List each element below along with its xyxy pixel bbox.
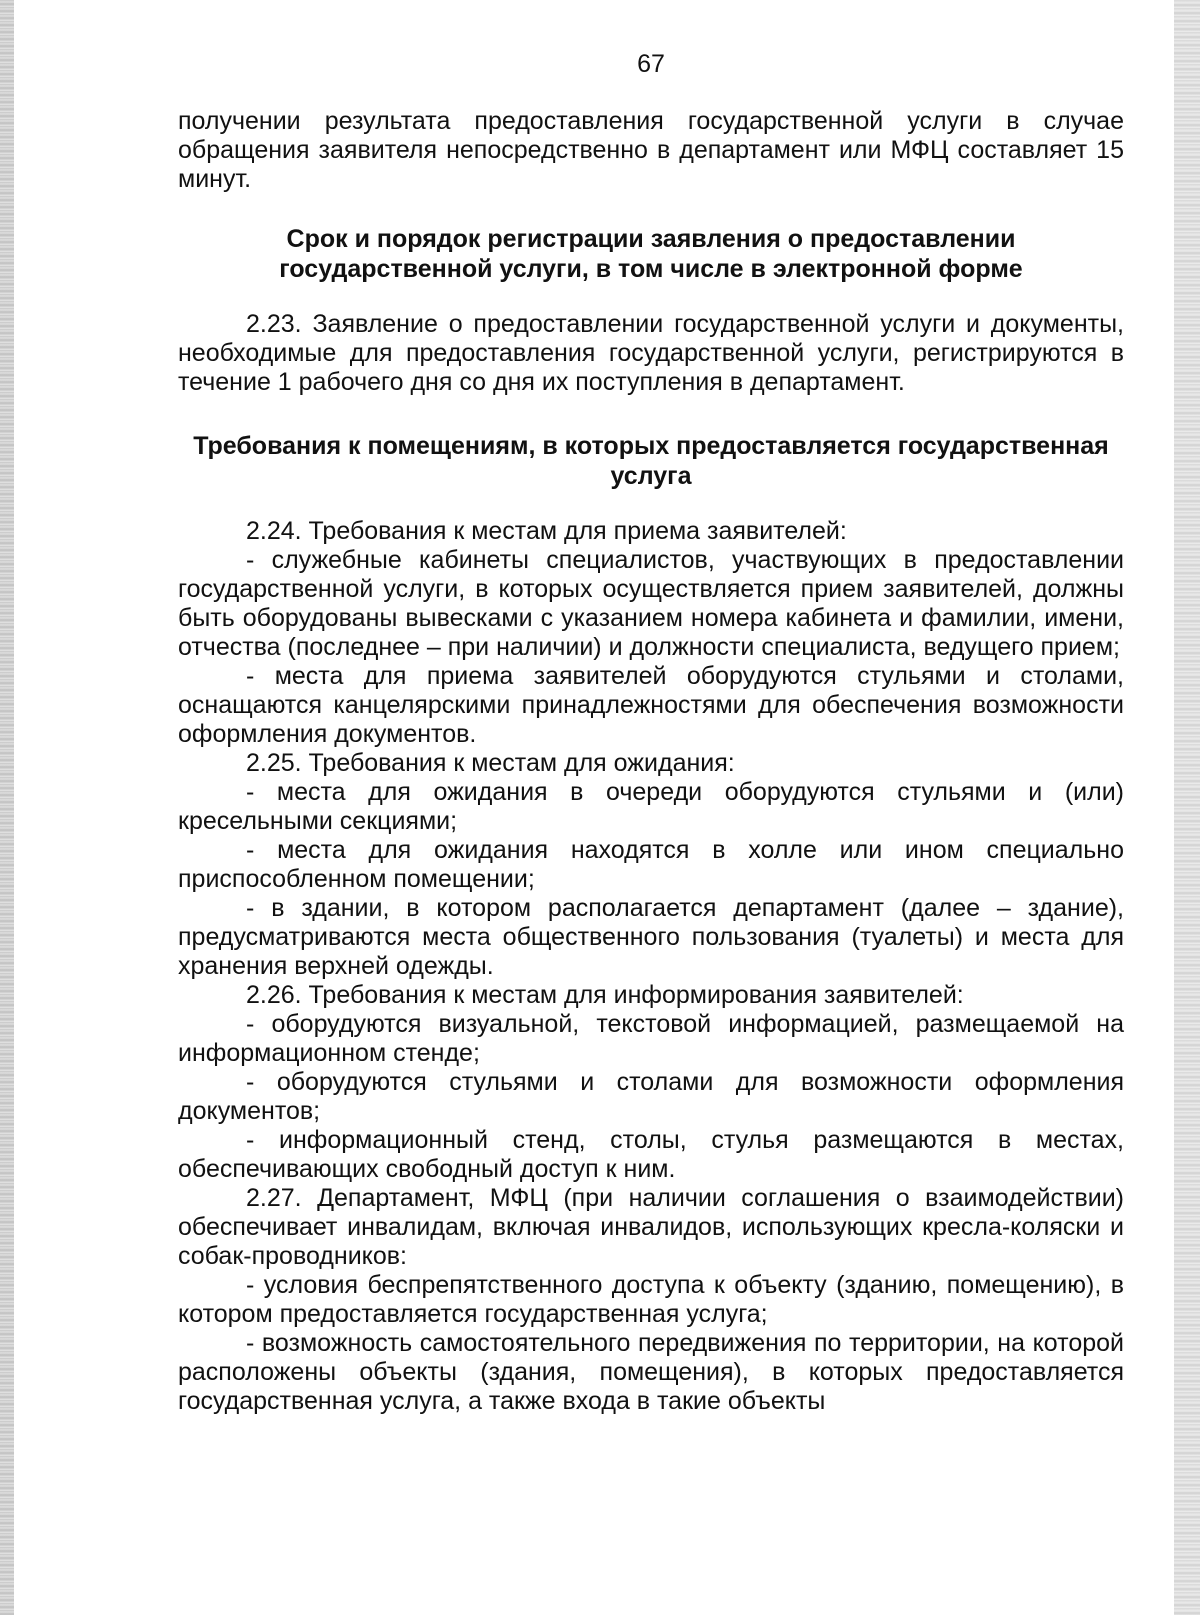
paragraph-2-25-item-3: - в здании, в котором располагается департамент (далее – здание), предусматриваются места общественного пользования (туалеты) и места для хранения верхней одежды. [178, 894, 1124, 980]
paragraph-2-26: 2.26. Требования к местам для информирования заявителей: [246, 981, 964, 1009]
paragraph-2-25-item-2: - места для ожидания находятся в холле или ином специально приспособленном помещении; [178, 836, 1124, 893]
paragraph-2-26-item-3: - информационный стенд, столы, стулья размещаются в местах, обеспечивающих свободный доступ к ним. [178, 1126, 1124, 1183]
paragraph-2-26-item-2: - оборудуются стульями и столами для возможности оформления документов; [178, 1068, 1124, 1125]
scan-edge-left [0, 0, 14, 1615]
paragraph-2-27-item-2: - возможность самостоятельного передвижения по территории, на которой расположены объекты (здания, помещения), в которых предоставляется государственная услуга, а также входа в такие объекты [178, 1329, 1124, 1415]
paragraph-2-25-item-1: - места для ожидания в очереди оборудуются стульями и (или) кресельными секциями; [178, 778, 1124, 835]
section-heading-premises: Требования к помещениям, в которых предоставляется государственная услуга [193, 432, 1109, 490]
paragraph-2-24: 2.24. Требования к местам для приема заявителей: [246, 517, 847, 545]
paragraph-2-23: 2.23. Заявление о предоставлении государственной услуги и документы, необходимые для предоставления государственной услуги, регистрируются в течение 1 рабочего дня со дня их поступления в департамент. [178, 310, 1124, 396]
paragraph-2-27: 2.27. Департамент, МФЦ (при наличии соглашения о взаимодействии) обеспечивает инвалидам, включая инвалидов, использующих кресла-коляски и собак-проводников: [178, 1184, 1124, 1270]
page-number: 67 [637, 50, 665, 78]
paragraph-2-26-item-1: - оборудуются визуальной, текстовой информацией, размещаемой на информационном стенде; [178, 1010, 1124, 1067]
paragraph-2-24-item-1: - служебные кабинеты специалистов, участвующих в предоставлении государственной услуги, в которых осуществляется прием заявителей, должны быть оборудованы вывесками с указанием номера кабинета и фамилии, имени, отчества (последнее – при наличии) и должности специалиста, ведущего прием; [178, 546, 1124, 661]
section-heading-registration: Срок и порядок регистрации заявления о предоставлении государственной услуги, в том числе в электронной форме [279, 225, 1023, 283]
paragraph-2-27-item-1: - условия беспрепятственного доступа к объекту (зданию, помещению), в котором предоставляется государственная услуга; [178, 1271, 1124, 1328]
document-page [178, 50, 1124, 1416]
paragraph-2-24-item-2: - места для приема заявителей оборудуются стульями и столами, оснащаются канцелярскими принадлежностями для обеспечения возможности оформления документов. [178, 662, 1124, 748]
paragraph-2-25: 2.25. Требования к местам для ожидания: [246, 749, 735, 777]
intro-paragraph: получении результата предоставления государственной услуги в случае обращения заявителя непосредственно в департамент или МФЦ составляет 15 минут. [178, 107, 1124, 193]
scan-edge-right [1174, 0, 1200, 1615]
